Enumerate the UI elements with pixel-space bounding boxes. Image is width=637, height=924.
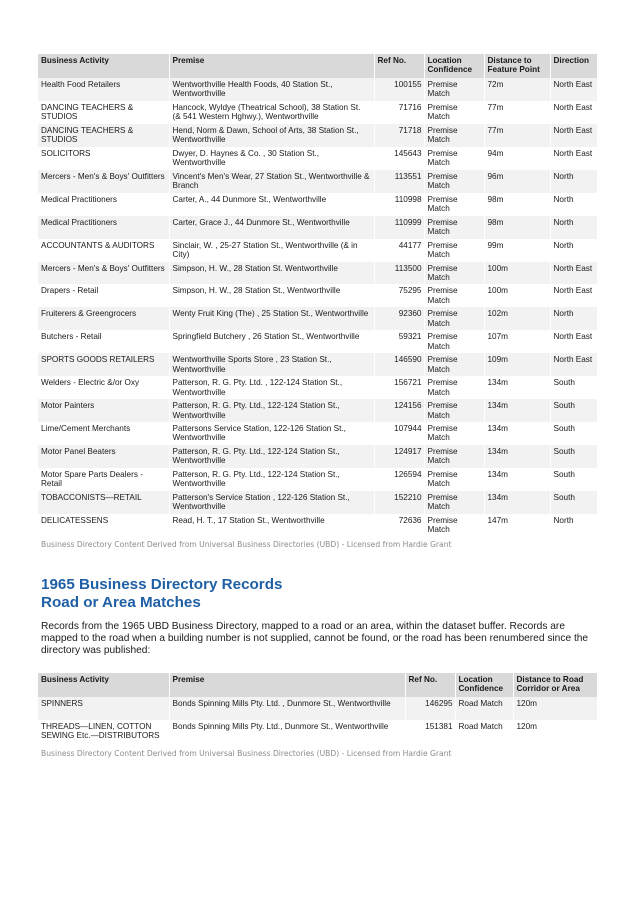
table-row: [38, 353, 597, 376]
cell-ref-no: 124917: [374, 445, 424, 468]
cell-premise: Carter, A., 44 Dunmore St., Wentworthville: [169, 193, 374, 216]
cell-direction: North: [550, 170, 597, 193]
table-row: [38, 193, 597, 216]
cell-business-activity: Butchers - Retail: [38, 330, 169, 353]
col-header-distance-road: Distance to Road Corridor or Area: [513, 673, 597, 697]
cell-business-activity: THREADS—LINEN, COTTON SEWING Etc.—DISTRIBUTORS: [38, 720, 169, 743]
cell-business-activity: Fruiterers & Greengrocers: [38, 307, 169, 330]
road-match-table: [38, 673, 598, 743]
cell-location-confidence: Premise Match: [424, 445, 484, 468]
table-row: [38, 101, 597, 124]
cell-direction: North: [550, 216, 597, 239]
cell-distance: 134m: [484, 445, 550, 468]
cell-ref-no: 151381: [405, 720, 455, 743]
cell-business-activity: Drapers - Retail: [38, 284, 169, 307]
cell-business-activity: Mercers - Men's & Boys' Outfitters: [38, 170, 169, 193]
cell-direction: South: [550, 445, 597, 468]
cell-distance: 147m: [484, 514, 550, 537]
cell-ref-no: 71716: [374, 101, 424, 124]
cell-location-confidence: Road Match: [455, 697, 513, 720]
cell-premise: Hancock, Wyldye (Theatrical School), 38 Station St. (& 541 Western Hghwy.), Wentworthville: [169, 101, 374, 124]
cell-business-activity: Health Food Retailers: [38, 78, 169, 101]
cell-location-confidence: Premise Match: [424, 307, 484, 330]
cell-distance: 96m: [484, 170, 550, 193]
cell-premise: Wenty Fruit King (The) , 25 Station St., Wentworthville: [169, 307, 374, 330]
table-row: [38, 330, 597, 353]
cell-business-activity: SOLICITORS: [38, 147, 169, 170]
cell-distance: 100m: [484, 284, 550, 307]
table-row: [38, 78, 597, 101]
col-header-business-activity: Business Activity: [38, 673, 169, 697]
col-header-direction: Direction: [550, 54, 597, 78]
col-header-location-confidence: Location Confidence: [455, 673, 513, 697]
cell-distance: 120m: [513, 720, 597, 743]
cell-premise: Pattersons Service Station, 122-126 Station St., Wentworthville: [169, 422, 374, 445]
source-credit: Business Directory Content Derived from Universal Business Directories (UBD) - Licensed from Hardie Grant: [41, 749, 452, 758]
section-subtitle: Road or Area Matches: [41, 594, 201, 611]
cell-direction: South: [550, 376, 597, 399]
cell-location-confidence: Premise Match: [424, 514, 484, 537]
cell-premise: Patterson, R. G. Pty. Ltd., 122-124 Station St., Wentworthville: [169, 399, 374, 422]
cell-direction: South: [550, 399, 597, 422]
cell-direction: North: [550, 193, 597, 216]
cell-ref-no: 146590: [374, 353, 424, 376]
cell-location-confidence: Premise Match: [424, 399, 484, 422]
section-intro: Records from the 1965 UBD Business Directory, mapped to a road or an area, within the dataset buffer. Records are mapped to the road when a building number is not supplied, cannot be found, or the road has been renumbered since the directory was published:: [41, 621, 589, 657]
cell-direction: South: [550, 422, 597, 445]
cell-location-confidence: Premise Match: [424, 422, 484, 445]
table-row: [38, 514, 597, 537]
cell-business-activity: SPINNERS: [38, 697, 169, 720]
section-title: 1965 Business Directory Records: [41, 576, 283, 593]
cell-ref-no: 156721: [374, 376, 424, 399]
table-row: [38, 491, 597, 514]
cell-distance: 98m: [484, 193, 550, 216]
cell-ref-no: 113551: [374, 170, 424, 193]
cell-location-confidence: Premise Match: [424, 262, 484, 285]
feature-point-table-body: [38, 78, 597, 537]
cell-distance: 134m: [484, 376, 550, 399]
cell-premise: Patterson, R. G. Pty. Ltd. , 122-124 Station St., Wentworthville: [169, 376, 374, 399]
cell-premise: Simpson, H. W., 28 Station St. Wentworthville: [169, 262, 374, 285]
cell-business-activity: Motor Panel Beaters: [38, 445, 169, 468]
cell-premise: Wentworthville Sports Store , 23 Station St., Wentworthville: [169, 353, 374, 376]
cell-premise: Patterson's Service Station , 122-126 Station St., Wentworthville: [169, 491, 374, 514]
cell-direction: North: [550, 307, 597, 330]
feature-point-table: [38, 54, 598, 537]
cell-direction: South: [550, 491, 597, 514]
cell-premise: Dwyer, D. Haynes & Co. , 30 Station St., Wentworthville: [169, 147, 374, 170]
cell-premise: Patterson, R. G. Pty. Ltd., 122-124 Station St., Wentworthville: [169, 468, 374, 491]
cell-distance: 102m: [484, 307, 550, 330]
cell-ref-no: 152210: [374, 491, 424, 514]
cell-location-confidence: Premise Match: [424, 216, 484, 239]
table-row: [38, 307, 597, 330]
cell-direction: North: [550, 514, 597, 537]
cell-ref-no: 75295: [374, 284, 424, 307]
cell-premise: Patterson, R. G. Pty. Ltd., 122-124 Station St., Wentworthville: [169, 445, 374, 468]
cell-distance: 77m: [484, 101, 550, 124]
cell-premise: Hend, Norm & Dawn, School of Arts, 38 Station St., Wentworthville: [169, 124, 374, 147]
col-header-ref-no: Ref No.: [405, 673, 455, 697]
cell-distance: 100m: [484, 262, 550, 285]
cell-direction: North: [550, 239, 597, 262]
cell-location-confidence: Premise Match: [424, 284, 484, 307]
cell-location-confidence: Premise Match: [424, 468, 484, 491]
cell-distance: 77m: [484, 124, 550, 147]
table-row: [38, 239, 597, 262]
table-row: [38, 697, 597, 720]
cell-distance: 107m: [484, 330, 550, 353]
cell-ref-no: 92360: [374, 307, 424, 330]
cell-business-activity: Medical Practitioners: [38, 193, 169, 216]
table-header-row: [38, 673, 597, 697]
cell-business-activity: TOBACCONISTS—RETAIL: [38, 491, 169, 514]
cell-location-confidence: Premise Match: [424, 376, 484, 399]
cell-direction: North East: [550, 101, 597, 124]
cell-premise: Read, H. T., 17 Station St., Wentworthville: [169, 514, 374, 537]
cell-premise: Vincent's Men's Wear, 27 Station St., Wentworthville & Branch: [169, 170, 374, 193]
cell-distance: 134m: [484, 468, 550, 491]
cell-distance: 134m: [484, 422, 550, 445]
col-header-premise: Premise: [169, 54, 374, 78]
cell-premise: Springfield Butchery , 26 Station St., Wentworthville: [169, 330, 374, 353]
cell-business-activity: ACCOUNTANTS & AUDITORS: [38, 239, 169, 262]
cell-premise: Bonds Spinning Mills Pty. Ltd., Dunmore St., Wentworthville: [169, 720, 405, 743]
table-row: [38, 147, 597, 170]
cell-location-confidence: Premise Match: [424, 170, 484, 193]
table-row: [38, 468, 597, 491]
cell-direction: North East: [550, 124, 597, 147]
cell-location-confidence: Premise Match: [424, 353, 484, 376]
cell-business-activity: Motor Painters: [38, 399, 169, 422]
cell-location-confidence: Premise Match: [424, 124, 484, 147]
table-row: [38, 399, 597, 422]
cell-premise: Sinclair, W. , 25-27 Station St., Wentworthville (& in City): [169, 239, 374, 262]
table-row: [38, 124, 597, 147]
cell-business-activity: DANCING TEACHERS & STUDIOS: [38, 124, 169, 147]
cell-location-confidence: Premise Match: [424, 491, 484, 514]
cell-business-activity: DANCING TEACHERS & STUDIOS: [38, 101, 169, 124]
cell-location-confidence: Road Match: [455, 720, 513, 743]
cell-ref-no: 107944: [374, 422, 424, 445]
table-row: [38, 216, 597, 239]
table-row: [38, 445, 597, 468]
cell-direction: South: [550, 468, 597, 491]
col-header-distance: Distance to Feature Point: [484, 54, 550, 78]
cell-location-confidence: Premise Match: [424, 101, 484, 124]
cell-direction: North East: [550, 284, 597, 307]
cell-direction: North East: [550, 330, 597, 353]
cell-distance: 134m: [484, 491, 550, 514]
cell-location-confidence: Premise Match: [424, 193, 484, 216]
table-header-row: [38, 54, 597, 78]
cell-ref-no: 126594: [374, 468, 424, 491]
cell-ref-no: 44177: [374, 239, 424, 262]
cell-ref-no: 145643: [374, 147, 424, 170]
table-row: [38, 720, 597, 743]
table-row: [38, 422, 597, 445]
cell-location-confidence: Premise Match: [424, 330, 484, 353]
cell-business-activity: Welders - Electric &/or Oxy: [38, 376, 169, 399]
cell-ref-no: 113500: [374, 262, 424, 285]
cell-ref-no: 59321: [374, 330, 424, 353]
cell-distance: 134m: [484, 399, 550, 422]
col-header-ref-no: Ref No.: [374, 54, 424, 78]
table-row: [38, 376, 597, 399]
cell-distance: 109m: [484, 353, 550, 376]
cell-distance: 98m: [484, 216, 550, 239]
cell-ref-no: 71718: [374, 124, 424, 147]
cell-business-activity: Medical Practitioners: [38, 216, 169, 239]
cell-ref-no: 100155: [374, 78, 424, 101]
cell-distance: 120m: [513, 697, 597, 720]
cell-ref-no: 124156: [374, 399, 424, 422]
cell-ref-no: 110999: [374, 216, 424, 239]
cell-location-confidence: Premise Match: [424, 239, 484, 262]
cell-business-activity: Lime/Cement Merchants: [38, 422, 169, 445]
cell-premise: Bonds Spinning Mills Pty. Ltd. , Dunmore St., Wentworthville: [169, 697, 405, 720]
cell-distance: 94m: [484, 147, 550, 170]
cell-direction: North East: [550, 353, 597, 376]
cell-business-activity: DELICATESSENS: [38, 514, 169, 537]
table-row: [38, 170, 597, 193]
table-row: [38, 262, 597, 285]
cell-business-activity: SPORTS GOODS RETAILERS: [38, 353, 169, 376]
table-row: [38, 284, 597, 307]
cell-business-activity: Mercers - Men's & Boys' Outfitters: [38, 262, 169, 285]
cell-location-confidence: Premise Match: [424, 147, 484, 170]
cell-premise: Simpson, H. W., 28 Station St., Wentworthville: [169, 284, 374, 307]
cell-direction: North East: [550, 147, 597, 170]
col-header-premise: Premise: [169, 673, 405, 697]
cell-business-activity: Motor Spare Parts Dealers - Retail: [38, 468, 169, 491]
col-header-business-activity: Business Activity: [38, 54, 169, 78]
cell-direction: North East: [550, 78, 597, 101]
road-match-table-body: [38, 697, 597, 743]
cell-distance: 72m: [484, 78, 550, 101]
col-header-location-confidence: Location Confidence: [424, 54, 484, 78]
cell-ref-no: 110998: [374, 193, 424, 216]
cell-location-confidence: Premise Match: [424, 78, 484, 101]
source-credit: Business Directory Content Derived from Universal Business Directories (UBD) - Licensed from Hardie Grant: [41, 540, 452, 549]
cell-premise: Wentworthville Health Foods, 40 Station St., Wentworthville: [169, 78, 374, 101]
cell-ref-no: 72636: [374, 514, 424, 537]
cell-ref-no: 146295: [405, 697, 455, 720]
cell-premise: Carter, Grace J., 44 Dunmore St., Wentworthville: [169, 216, 374, 239]
cell-direction: North East: [550, 262, 597, 285]
cell-distance: 99m: [484, 239, 550, 262]
